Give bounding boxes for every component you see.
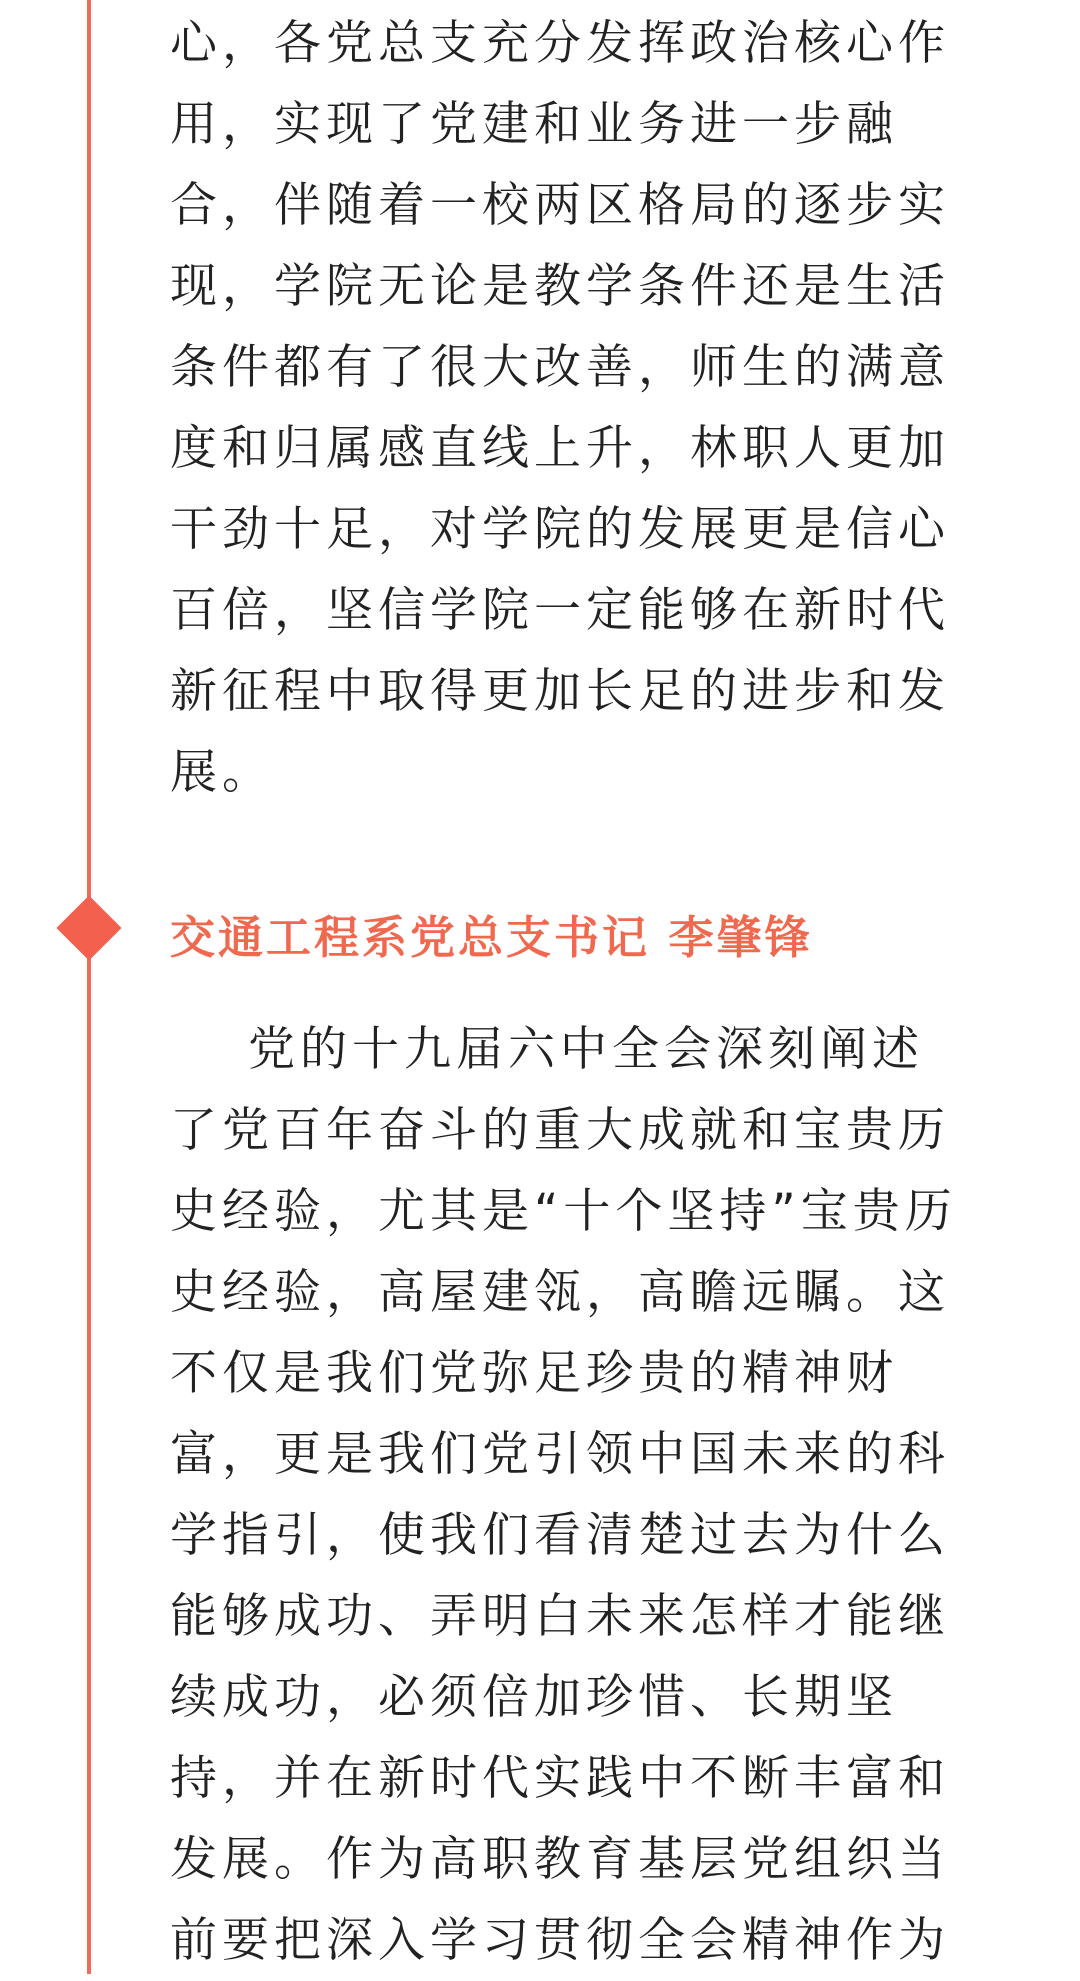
paragraph-line: 合，伴随着一校两区格局的逐步实 <box>170 178 950 233</box>
paragraph-line: 百倍，坚信学院一定能够在新时代 <box>170 583 950 638</box>
paragraph-line: 用，实现了党建和业务进一步融 <box>170 97 898 152</box>
paragraph-line: 能够成功、弄明白未来怎样才能继 <box>170 1589 950 1644</box>
paragraph-line: 续成功，必须倍加珍惜、长期坚 <box>170 1670 898 1725</box>
diamond-marker-icon <box>56 895 121 960</box>
paragraph-line: 心，各党总支充分发挥政治核心作 <box>170 16 950 71</box>
paragraph-line: 展。 <box>170 745 274 800</box>
paragraph-line: 现，学院无论是教学条件还是生活 <box>170 259 950 314</box>
timeline-line <box>87 0 91 1974</box>
paragraph-line: 富，更是我们党引领中国未来的科 <box>170 1427 950 1482</box>
paragraph-line: 史经验，高屋建瓴，高瞻远瞩。这 <box>170 1265 950 1320</box>
paragraph-line: 持，并在新时代实践中不断丰富和 <box>170 1751 950 1806</box>
section-paragraph <box>170 1009 957 1981</box>
paragraph-line: 了党百年奋斗的重大成就和宝贵历 <box>170 1103 950 1158</box>
paragraph-line: 前要把深入学习贯彻全会精神作为 <box>170 1913 950 1968</box>
paragraph-line: 不仅是我们党弥足珍贵的精神财 <box>170 1346 898 1401</box>
top-paragraph <box>170 3 950 813</box>
paragraph-line: 度和归属感直线上升，林职人更加 <box>170 421 950 476</box>
paragraph-line: 新征程中取得更加长足的进步和发 <box>170 664 950 719</box>
paragraph-line: 学指引，使我们看清楚过去为什么 <box>170 1508 950 1563</box>
paragraph-line: 党的十九届六中全会深刻阐述 <box>248 1022 924 1077</box>
paragraph-line: 干劲十足，对学院的发展更是信心 <box>170 502 950 557</box>
section-heading: 交通工程系党总支书记 李肇锋 <box>170 911 813 964</box>
paragraph-line: 史经验，尤其是“十个坚持”宝贵历 <box>170 1184 957 1239</box>
paragraph-line: 条件都有了很大改善，师生的满意 <box>170 340 950 395</box>
paragraph-line: 发展。作为高职教育基层党组织当 <box>170 1832 950 1887</box>
